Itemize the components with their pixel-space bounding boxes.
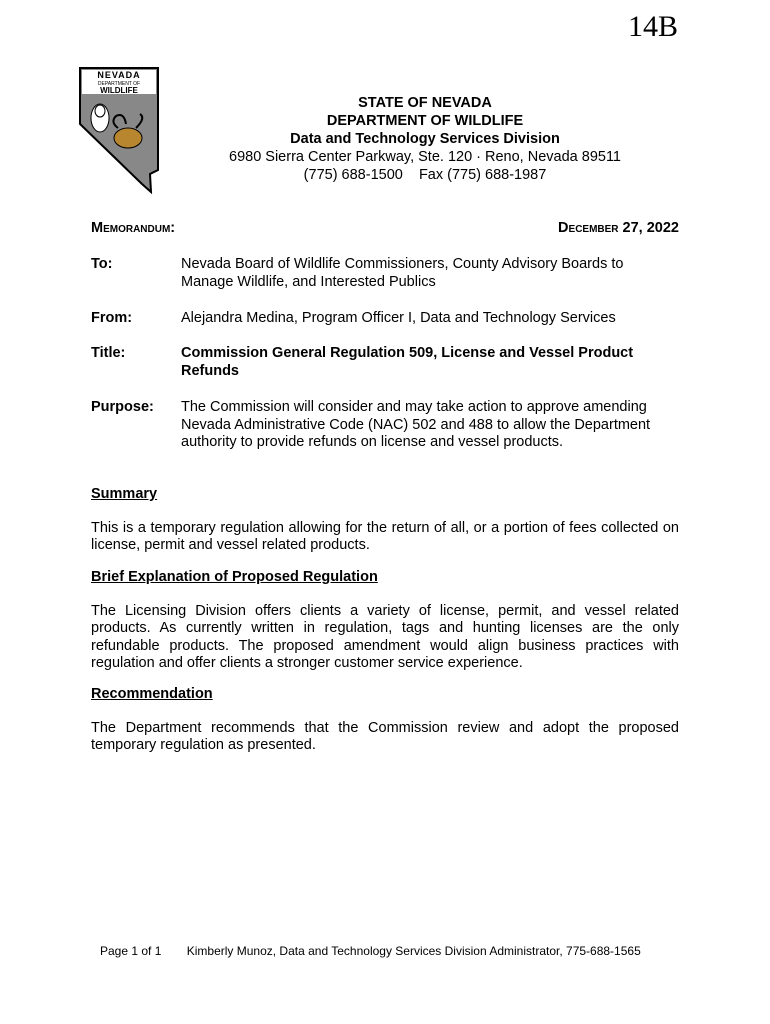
title-field: [91, 345, 679, 380]
purpose-value: The Commission will consider and may take action to approve amending Nevada Administrative Code (NAC) 502 and 488 to allow the Department authority to provide refunds on license and vessel products.: [181, 399, 651, 450]
phone: (775) 688-1500 Fax (775) 688-1987: [303, 167, 547, 183]
address: 6980 Sierra Center Parkway, Ste. 120 · Reno, Nevada 89511: [229, 149, 621, 165]
logo-line3: WILDLIFE: [100, 86, 138, 95]
summary-section: [91, 486, 679, 555]
footer: [100, 944, 663, 958]
logo-line2: DEPARTMENT OF: [97, 81, 141, 87]
purpose-label: Purpose:: [91, 399, 154, 415]
memo-row: [91, 220, 679, 236]
summary-heading: Summary: [91, 486, 158, 502]
brief-heading: Brief Explanation of Proposed Regulation: [91, 569, 378, 585]
to-field: [91, 256, 679, 291]
letterhead: [200, 94, 650, 184]
from-field: [91, 310, 679, 328]
purpose-field: [91, 399, 679, 452]
recommendation-text: The Department recommends that the Commission review and adopt the proposed temporary regulation as presented.: [91, 719, 679, 753]
from-value: Alejandra Medina, Program Officer I, Data and Technology Services: [181, 310, 616, 326]
summary-text: This is a temporary regulation allowing for the return of all, or a portion of fees collected on license, permit and vessel related products.: [91, 519, 679, 553]
to-value: Nevada Board of Wildlife Commissioners, County Advisory Boards to Manage Wildlife, and Interested Publics: [181, 256, 624, 290]
division-name: Data and Technology Services Division: [290, 131, 560, 147]
brief-text: The Licensing Division offers clients a variety of license, permit, and vessel related products. As currently written in regulation, tags and hunting licenses are the only refundable products. The proposed amendment would align business practices with regulation and offer clients a stronger customer service experience.: [91, 602, 679, 671]
brief-section: [91, 569, 679, 673]
title-label: Title:: [91, 345, 126, 361]
page-label: 14B: [627, 10, 678, 43]
memo-label: Memorandum:: [91, 220, 176, 236]
logo-line1: NEVADA: [97, 70, 141, 80]
department-name: DEPARTMENT OF WILDLIFE: [326, 113, 524, 129]
recommendation-heading: Recommendation: [91, 686, 213, 702]
state-name: STATE OF NEVADA: [358, 95, 492, 111]
to-label: To:: [91, 256, 113, 272]
recommendation-section: [91, 686, 679, 755]
footer-contact: Kimberly Munoz, Data and Technology Services Division Administrator, 775-688-1565: [186, 944, 641, 958]
nevada-wildlife-logo: [78, 66, 160, 194]
from-label: From:: [91, 310, 133, 326]
title-value: Commission General Regulation 509, License and Vessel Product Refunds: [181, 345, 634, 379]
memo-date: December 27, 2022: [558, 220, 679, 236]
footer-page: Page 1 of 1: [100, 944, 162, 958]
